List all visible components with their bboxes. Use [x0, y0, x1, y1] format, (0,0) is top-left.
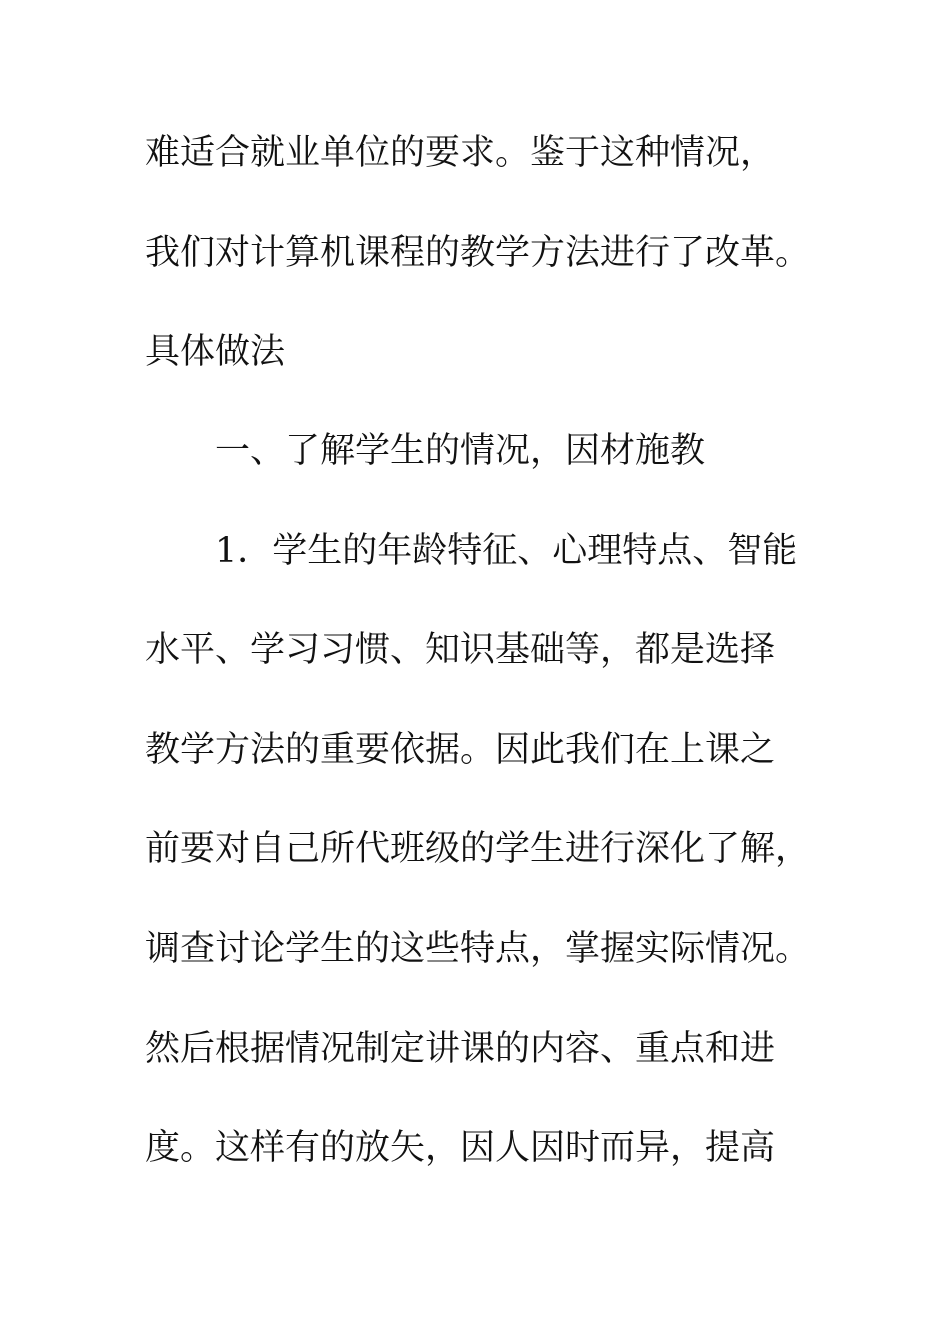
text-line-9: 调查讨论学生的这些特点，掌握实际情况。	[145, 929, 811, 969]
text-line-6: 水平、学习习惯、知识基础等，都是选择	[145, 630, 776, 670]
section-label: 具体做法	[145, 332, 286, 372]
text-line-2: 我们对计算机课程的教学方法进行了改革。	[145, 233, 811, 273]
text-line-11: 度。这样有的放矢，因人因时而异，提高	[145, 1128, 776, 1168]
section-heading: 一、了解学生的情况，因材施教	[215, 431, 706, 471]
text-line-10: 然后根据情况制定讲课的内容、重点和进	[145, 1029, 776, 1069]
text-line-8: 前要对自己所代班级的学生进行深化了解，	[145, 829, 811, 869]
text-line-1: 难适合就业单位的要求。鉴于这种情况，	[145, 133, 776, 173]
text-line-7: 教学方法的重要依据。因此我们在上课之	[145, 730, 776, 770]
list-item-1-start: 1．学生的年龄特征、心理特点、智能	[215, 531, 798, 571]
